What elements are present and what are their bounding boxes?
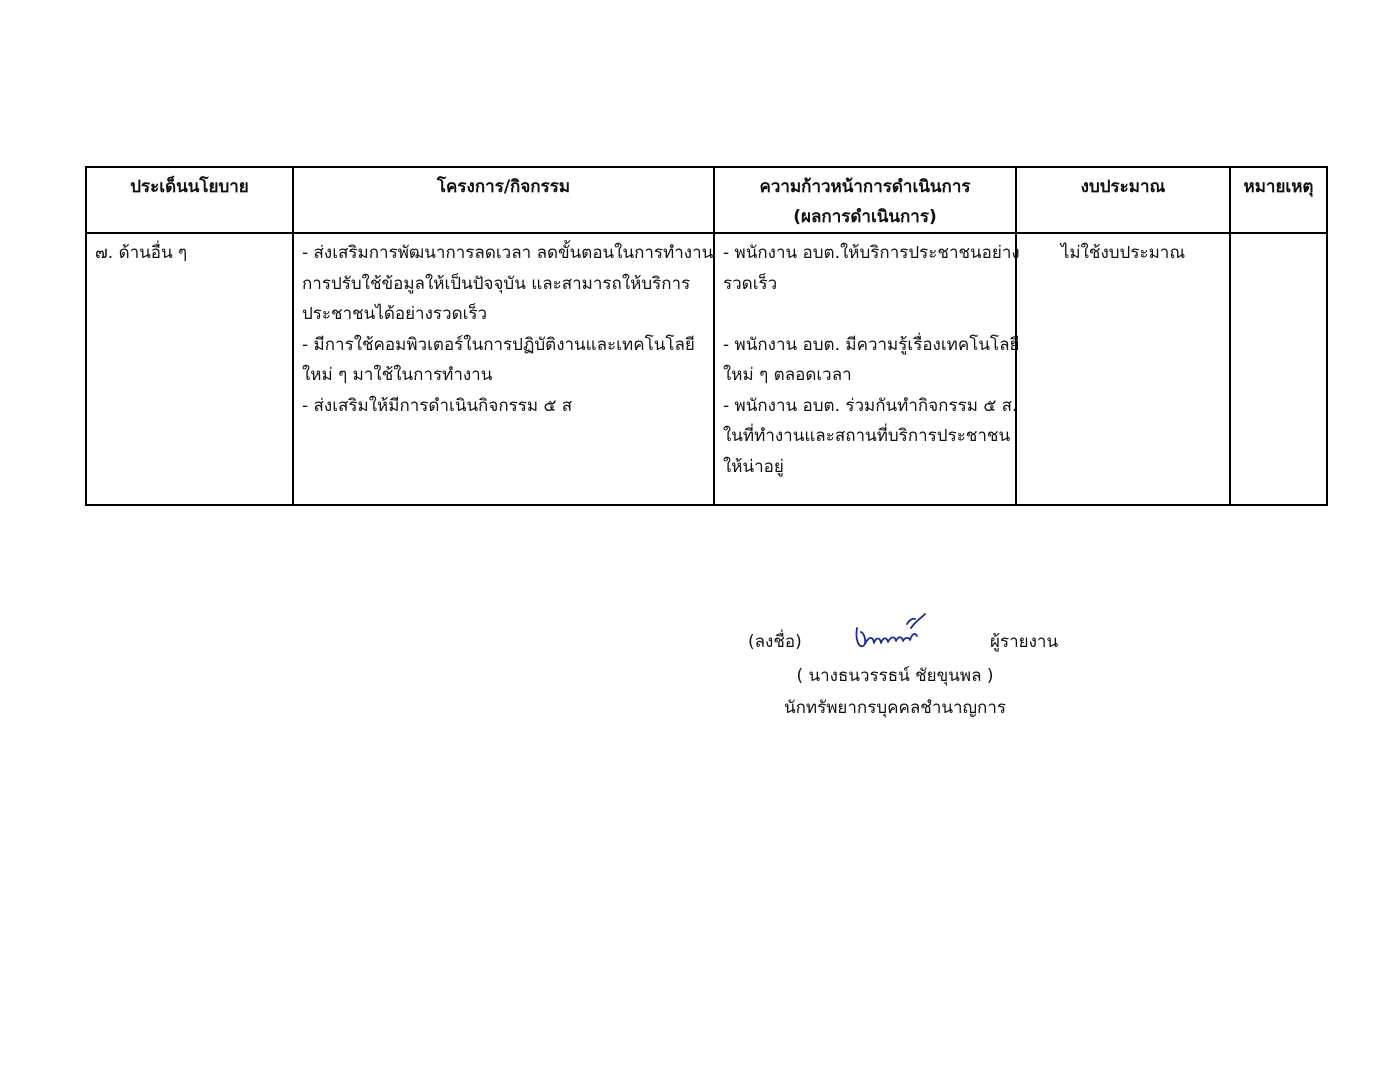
project-line: การปรับใช้ข้อมูลให้เป็นปัจจุบัน และสามารถให้บริการ: [302, 273, 691, 294]
header-progress-line: ความก้าวหน้าการดำเนินการ: [759, 177, 971, 197]
report-table: [85, 166, 1328, 506]
project-line: - ส่งเสริมการพัฒนาการลดเวลา ลดขั้นตอนในการทำงาน: [302, 243, 714, 263]
header-progress: [714, 167, 1016, 233]
progress-line: ให้น่าอยู่: [723, 456, 784, 477]
project-line: ประชาชนได้อย่างรวดเร็ว: [302, 304, 488, 324]
progress-line: รวดเร็ว: [723, 273, 778, 294]
header-project: โครงการ/กิจกรรม: [293, 167, 714, 233]
signer-title: นักทรัพยากรบุคคลชำนาญการ: [783, 698, 1007, 718]
header-progress-subline: (ผลการดำเนินการ): [793, 207, 937, 227]
projects-cell: [293, 233, 714, 505]
sign-label: (ลงชื่อ): [748, 632, 802, 652]
table-row: [86, 233, 1327, 505]
policy-text: ๗. ด้านอื่น ๆ: [95, 243, 188, 263]
budget-text: ไม่ใช้งบประมาณ: [1060, 243, 1186, 263]
handwritten-signature: [845, 606, 935, 656]
policy-cell: [86, 233, 293, 505]
signer-name: ( นางธนวรรธน์ ชัยขุนพล ): [796, 666, 994, 686]
remarks-cell: [1230, 233, 1327, 505]
progress-line: ใหม่ ๆ ตลอดเวลา: [723, 365, 852, 385]
budget-cell: [1016, 233, 1230, 505]
project-line: - ส่งเสริมให้มีการดำเนินกิจกรรม ๕ ส: [302, 395, 573, 416]
progress-line: - พนักงาน อบต.ให้บริการประชาชนอย่าง: [723, 243, 1020, 263]
progress-cell: [714, 233, 1020, 505]
header-remarks: หมายเหตุ: [1230, 167, 1327, 233]
signature-row: [745, 628, 1105, 658]
progress-line: - พนักงาน อบต. ร่วมกันทำกิจกรรม ๕ ส.: [723, 395, 1018, 416]
reporter-role: ผู้รายงาน: [990, 632, 1059, 652]
project-line: ใหม่ ๆ มาใช้ในการทำงาน: [302, 365, 493, 385]
progress-blank-line: [723, 299, 1007, 330]
header-budget: งบประมาณ: [1016, 167, 1230, 233]
header-policy: ประเด็นนโยบาย: [86, 167, 293, 233]
project-line: - มีการใช้คอมพิวเตอร์ในการปฏิบัติงานและเทคโนโลยี: [302, 334, 695, 355]
table-header-row: [86, 167, 1327, 233]
progress-line: ในที่ทำงานและสถานที่บริการประชาชน: [723, 426, 1011, 446]
progress-line: - พนักงาน อบต. มีความรู้เรื่องเทคโนโลยี: [723, 334, 1020, 355]
